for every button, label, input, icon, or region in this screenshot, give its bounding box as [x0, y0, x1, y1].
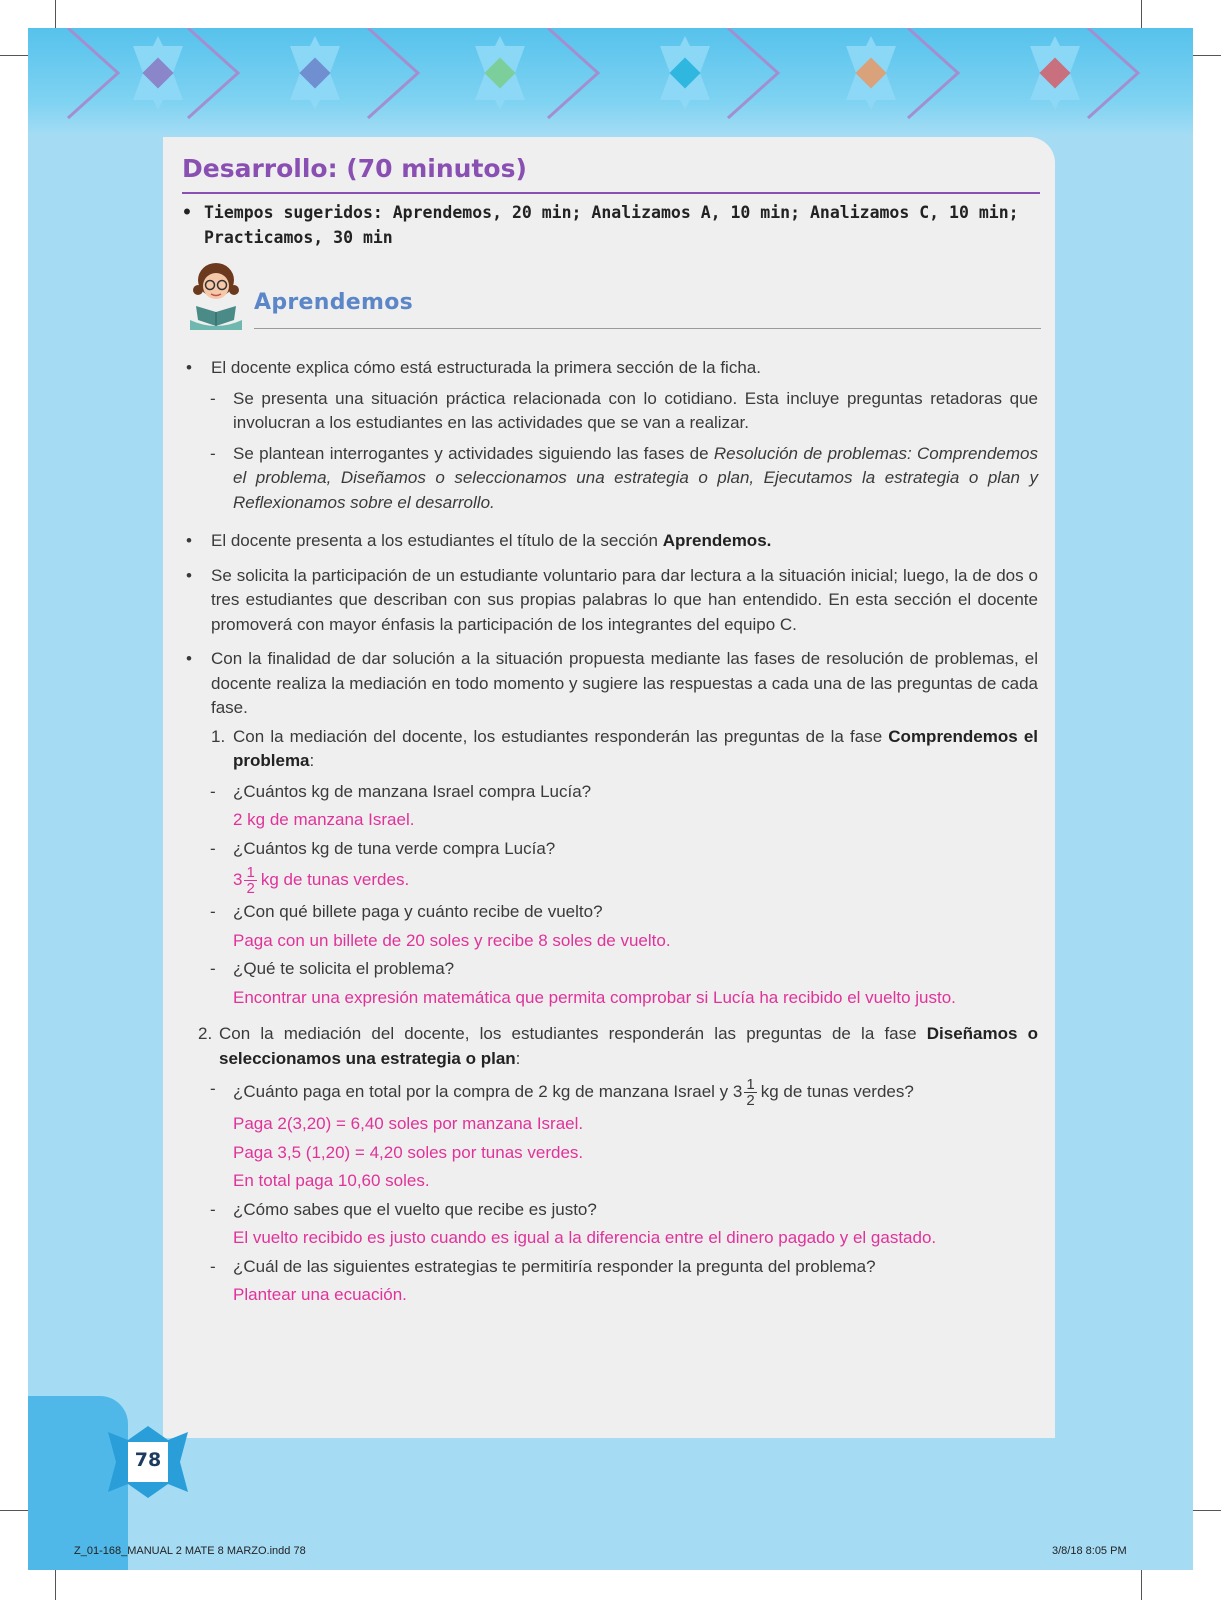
mixed-number-whole: 3: [233, 869, 243, 889]
phase-name: Diseñamos o seleccionamos una estrategia o plan: [219, 1024, 1039, 1068]
bullet-icon: •: [186, 649, 192, 668]
answer-text: Paga 3,5 (1,20) = 4,20 soles por tunas verdes.: [233, 1142, 584, 1162]
phase-number: 2.: [198, 1024, 213, 1043]
answer-text: El vuelto recibido es justo cuando es igual a la diferencia entre el dinero pagado y el gastado.: [233, 1228, 937, 1247]
title-divider: [182, 192, 1040, 194]
suggested-times: [182, 200, 1022, 250]
dash-icon: -: [210, 1256, 216, 1276]
bullet-bold: Aprendemos.: [662, 531, 772, 550]
question-item: [186, 1077, 1038, 1108]
crop-mark: [1141, 1570, 1142, 1600]
crop-mark: [0, 55, 28, 56]
answer-text: Plantear una ecuación.: [233, 1285, 407, 1304]
sub-item-italic: Resolución de problemas: Comprendemos el problema, Diseñamos o seleccionamos una estrategia o plan, Ejecutamos la estrategia o plan y Reflexionamos sobre el desarrollo.: [233, 443, 1038, 512]
bullet-icon: •: [182, 203, 192, 222]
dash-icon: -: [210, 838, 216, 858]
crop-mark: [55, 0, 56, 28]
question-item: [186, 957, 1038, 982]
question-text: ¿Qué te solicita el problema?: [233, 959, 455, 978]
answer-text: En total paga 10,60 soles.: [233, 1171, 430, 1190]
phase-intro-colon: :: [515, 1048, 521, 1068]
bullet-icon: •: [186, 565, 192, 585]
phase-name: Comprendemos el problema: [233, 726, 1038, 770]
sub-item: [186, 442, 1038, 516]
dash-icon: -: [210, 443, 216, 463]
question-item: [186, 1198, 1038, 1223]
bullet-icon: •: [186, 358, 192, 377]
fraction-numerator: 1: [246, 864, 255, 881]
answer-text: Encontrar una expresión matemática que permita comprobar si Lucía ha recibido el vuelto justo.: [233, 987, 956, 1007]
crop-mark: [1193, 1510, 1221, 1511]
fraction-numerator: 1: [746, 1076, 755, 1093]
page-number: 78: [134, 1449, 162, 1471]
question-item: [186, 780, 1038, 805]
main-content: [186, 356, 1038, 1312]
decorative-banner: [28, 28, 1193, 136]
footer-file-name: Z_01-168_MANUAL 2 MATE 8 MARZO.indd 78: [74, 1545, 306, 1557]
sub-item-text: Se plantean interrogantes y actividades siguiendo las fases de: [233, 443, 714, 463]
answer-text: [186, 865, 1038, 896]
list-item: [186, 647, 1038, 721]
answer-text: Paga 2(3,20) = 6,40 soles por manzana Israel.: [233, 1114, 584, 1133]
crop-mark: [0, 1510, 28, 1511]
bullet-text: Con la finalidad de dar solución a la situación propuesta mediante las fases de resolución de problemas, el docente realiza la mediación en todo momento y sugiere las respuestas a cada una de las preguntas de cada fase.: [211, 649, 1038, 717]
question-rest: kg de tunas verdes?: [760, 1081, 914, 1101]
question-item: [186, 1255, 1038, 1280]
dash-icon: -: [210, 959, 216, 978]
question-text: ¿Con qué billete paga y cuánto recibe de vuelto?: [233, 902, 603, 921]
sub-item: [186, 387, 1038, 436]
answer-rest: kg de tunas verdes.: [260, 869, 410, 889]
question-text: ¿Cuántos kg de tuna verde compra Lucía?: [233, 838, 556, 858]
banner-pattern-icon: [28, 28, 1193, 136]
suggested-times-text: Tiempos sugeridos: Aprendemos, 20 min; Analizamos A, 10 min; Analizamos C, 10 min; Practicamos, 30 min: [204, 203, 1019, 247]
phase-intro-text: Con la mediación del docente, los estudiantes responderán las preguntas de la fase: [233, 726, 889, 746]
section-title: Desarrollo: (70 minutos): [182, 154, 527, 183]
phase-intro-text: Con la mediación del docente, los estudiantes responderán las preguntas de la fase: [219, 1024, 927, 1043]
bullet-text: El docente explica cómo está estructurada la primera sección de la ficha.: [211, 358, 761, 377]
list-item: [186, 529, 1038, 554]
dash-icon: -: [210, 902, 216, 921]
question-text: ¿Cuántos kg de manzana Israel compra Lucía?: [233, 781, 592, 801]
crop-mark: [1193, 55, 1221, 56]
question-item: [186, 837, 1038, 862]
phase-intro-colon: :: [309, 751, 315, 770]
reading-girl-icon: [186, 260, 254, 330]
crop-mark: [1141, 0, 1142, 28]
question-text: ¿Cómo sabes que el vuelto que recibe es justo?: [233, 1199, 597, 1219]
dash-icon: -: [210, 1199, 216, 1219]
phase-number: 1.: [211, 726, 226, 746]
bullet-text: El docente presenta a los estudiantes el título de la sección: [211, 531, 663, 550]
list-item: [186, 356, 1038, 381]
sub-item-text: Se presenta una situación práctica relacionada con lo cotidiano. Esta incluye preguntas retadoras que involucran a los estudiantes en las actividades que se van a realizar.: [233, 388, 1038, 432]
fraction-denominator: 2: [246, 880, 255, 897]
phase-2-intro: [186, 1022, 1038, 1071]
fraction-denominator: 2: [746, 1092, 755, 1109]
aprendemos-heading: Aprendemos: [254, 290, 414, 315]
dash-icon: -: [210, 388, 216, 408]
bullet-text: Se solicita la participación de un estudiante voluntario para dar lectura a la situación inicial; luego, la de dos o tres estudiantes que describan con sus propias palabras lo que han entendido. En esta sección el docente promoverá con mayor énfasis la participación de los integrantes del equipo C.: [211, 565, 1038, 634]
question-text: ¿Cuál de las siguientes estrategias te permitiría responder la pregunta del problema?: [233, 1256, 876, 1276]
crop-mark: [55, 1570, 56, 1600]
answer-text: 2 kg de manzana Israel.: [233, 810, 415, 829]
aprendemos-divider: [254, 328, 1041, 329]
list-item: [186, 564, 1038, 638]
bullet-icon: •: [186, 531, 192, 550]
fraction: [244, 865, 256, 896]
question-text: ¿Cuánto paga en total por la compra de 2 kg de manzana Israel y 3: [233, 1081, 743, 1101]
fraction: [744, 1077, 756, 1108]
footer-timestamp: 3/8/18 8:05 PM: [1052, 1545, 1127, 1557]
question-item: [186, 900, 1038, 925]
dash-icon: -: [210, 781, 216, 801]
phase-1-intro: [186, 725, 1038, 774]
dash-icon: -: [210, 1079, 216, 1098]
answer-text: Paga con un billete de 20 soles y recibe 8 soles de vuelto.: [233, 930, 671, 950]
